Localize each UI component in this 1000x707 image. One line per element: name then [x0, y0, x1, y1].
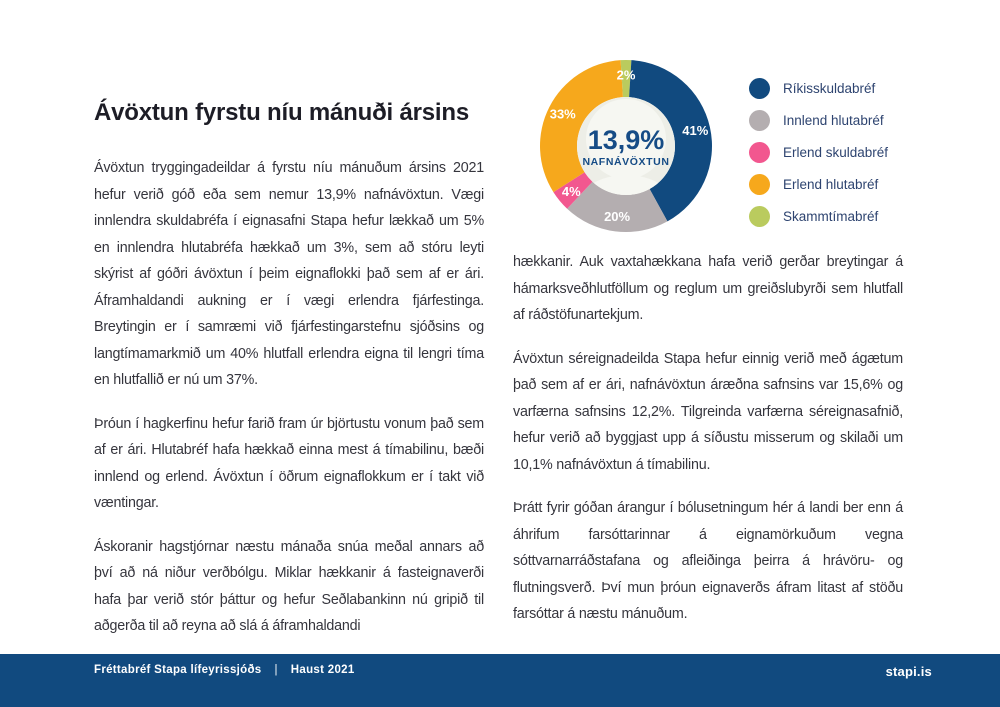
segment-value-label: 20%: [604, 208, 631, 224]
legend-swatch-dot: [749, 78, 770, 99]
body-paragraph: Ávöxtun séreignadeilda Stapa hefur einnig verið með ágætum það sem af er ári, nafnávöxtun áræðna safnsins var 15,6% og varfærna safnsins 12,2%. Tilgreinda varfærna séreignasafnið, hefur verið að byggjast upp á síðustu misserum og skilaði um 10,1% nafnávöxtun á tímabilinu.: [513, 350, 903, 473]
segment-value-label: 2%: [616, 67, 636, 83]
asset-allocation-donut-chart: [531, 51, 721, 241]
segment-value-label: 41%: [682, 123, 709, 139]
segment-value-label: 33%: [549, 106, 576, 122]
legend-item: [749, 200, 888, 232]
body-paragraph: Þróun í hagkerfinu hefur farið fram úr björtustu vonum það sem af er ári. Hlutabréf hafa hækkað einna mest á tímabilinu, bæði innlend og erlend. Ávöxtun í öðrum eignaflokkum er í takt við væntingar.: [94, 415, 484, 511]
body-paragraph: Ávöxtun tryggingadeildar á fyrstu níu mánuðum ársins 2021 hefur verið góð eða sem nemur 13,9% nafnávöxtun. Vægi innlendra skuldabréfa í eignasafni Stapa hefur lækkað um 5% en innlendra hlutabréfa hækkað um 3%, sem að stóru leyti skýrist af góðri ávöxtun í þeim eignaflokki það sem af er ári. Áframhaldandi aukning er í vægi erlendra fjárfestinga. Breytingin er í samræmi við fjárfestingarstefnu sjóðsins og langtímamarkmið um 40% hlutfall erlendra eigna til lengri tíma en hlutfallið er nú um 37%.: [94, 160, 484, 388]
legend-label: Ríkisskuldabréf: [783, 80, 876, 96]
chart-legend: [749, 72, 888, 232]
legend-label: Innlend hlutabréf: [783, 112, 884, 128]
article-title: Ávöxtun fyrstu níu mánuði ársins: [94, 99, 469, 126]
footer-website-link[interactable]: stapi.is: [885, 664, 932, 679]
footer-meta: [94, 664, 355, 676]
article-left-column: [94, 155, 484, 640]
legend-item: [749, 168, 888, 200]
footer-bar: [0, 654, 1000, 707]
segment-value-label: 4%: [561, 183, 581, 199]
donut-chart-svg: [531, 51, 721, 241]
legend-swatch-dot: [749, 206, 770, 227]
legend-swatch-dot: [749, 142, 770, 163]
footer-newsletter-title: Fréttabréf Stapa lífeyrissjóðs: [94, 664, 262, 676]
legend-label: Erlend skuldabréf: [783, 144, 889, 160]
center-caption: NAFNÁVÖXTUN: [582, 156, 670, 168]
body-paragraph: Áskoranir hagstjórnar næstu mánaða snúa meðal annars að því að ná niður verðbólgu. Miklar hækkanir á fasteignaverði hafa þar verið stór þáttur og hefur Seðlabankinn nú gripið til aðgerða til að reyna að slá á áframhaldandi: [94, 538, 484, 634]
center-value: 13,9%: [587, 125, 665, 155]
legend-item: [749, 104, 888, 136]
legend-label: Erlend hlutabréf: [783, 176, 879, 192]
legend-swatch-dot: [749, 110, 770, 131]
footer-issue: Haust 2021: [290, 664, 355, 676]
footer-separator: |: [274, 664, 278, 676]
article-right-column: [513, 249, 903, 628]
body-paragraph: hækkanir. Auk vaxtahækkana hafa verið gerðar breytingar á hámarksveðhlutföllum og reglum um greiðslubyrði sem hlutfall af ráðstöfunartekjum.: [513, 254, 903, 323]
legend-item: [749, 72, 888, 104]
legend-item: [749, 136, 888, 168]
body-paragraph: Þrátt fyrir góðan árangur í bólusetningum hér á landi ber enn á áhrifum farsóttarinnar á eignamörkuðum vegna sóttvarnarráðstafana og afleiðinga þeirra á hrávöru- og flutningsverð. Því mun þróun eignaverðs áfram litast af stöðu farsóttar á næstu mánuðum.: [513, 500, 903, 622]
legend-swatch-dot: [749, 174, 770, 195]
legend-label: Skammtímabréf: [783, 208, 879, 224]
